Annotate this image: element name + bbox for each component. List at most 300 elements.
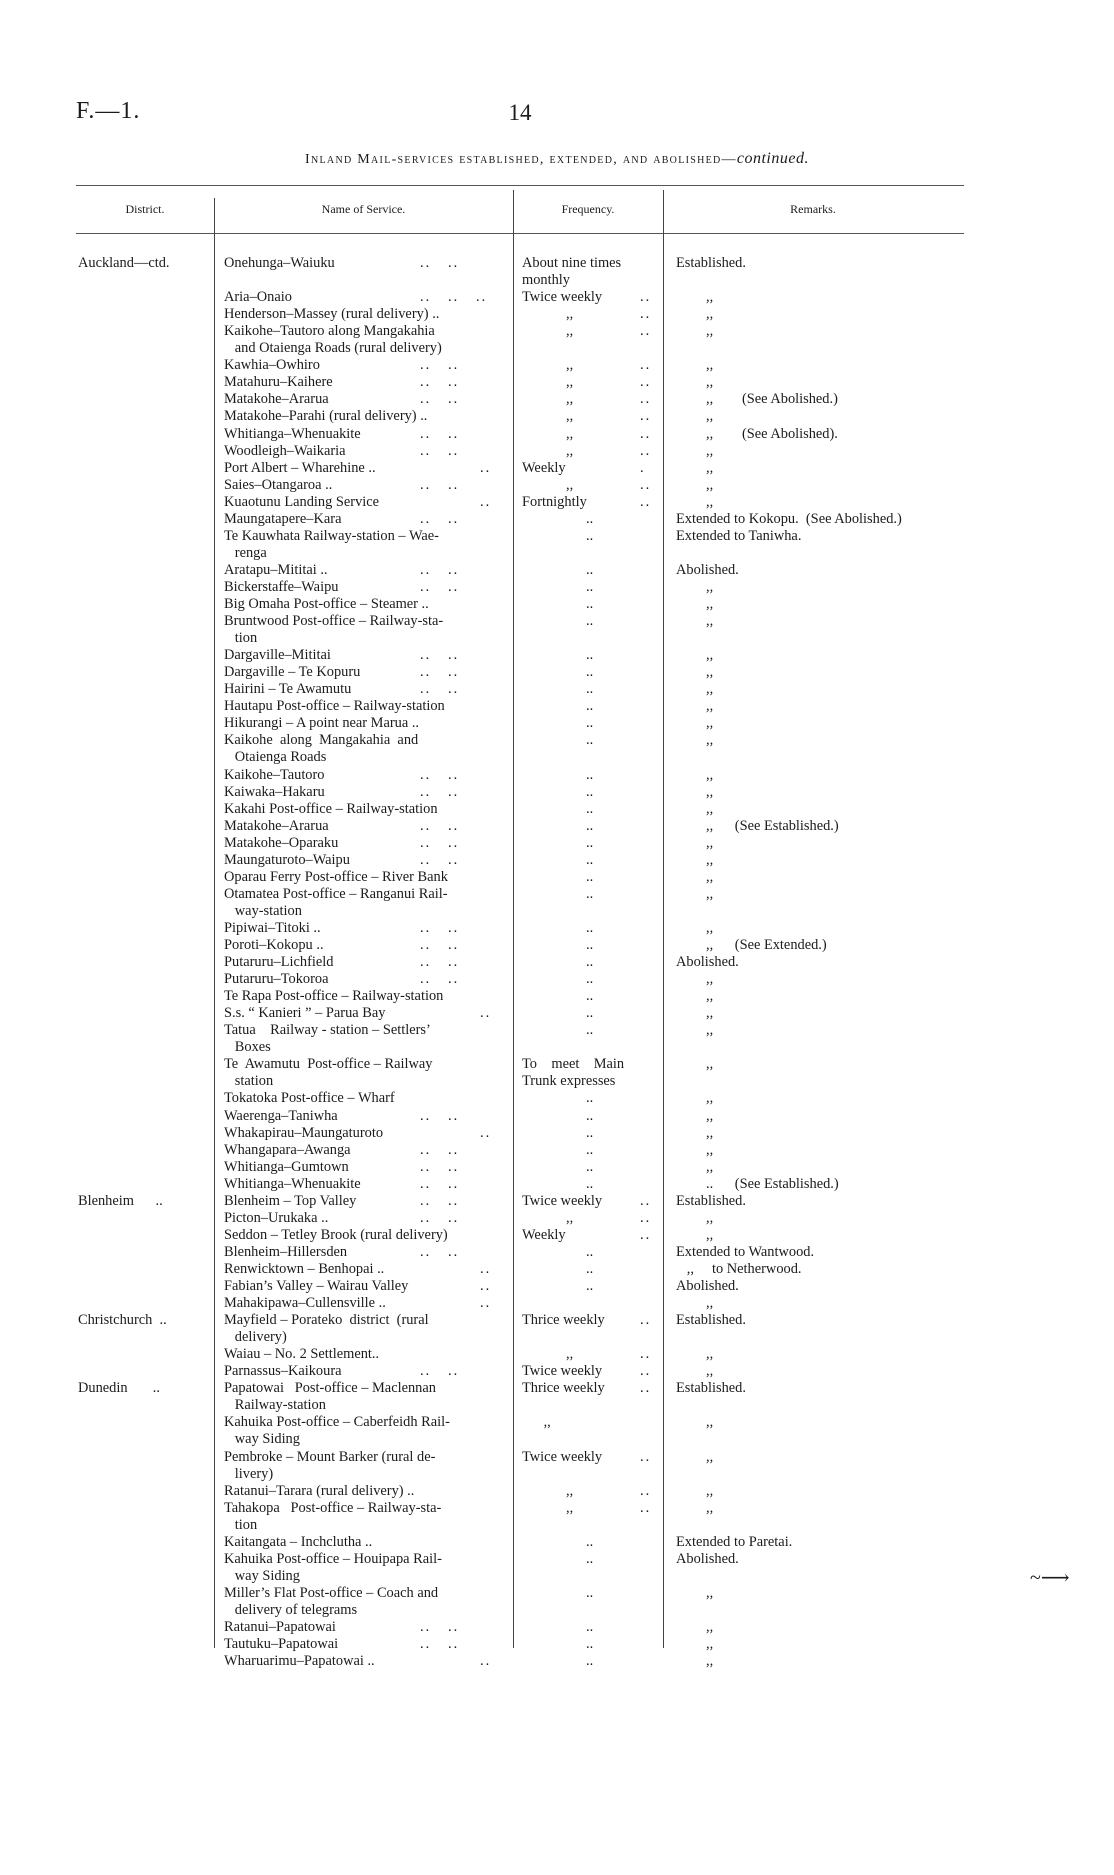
leader-dots: .. xyxy=(640,1482,652,1499)
frequency-cell: .. xyxy=(586,1005,594,1022)
remarks-cell: Established. xyxy=(676,1380,746,1397)
leader-dots: .. .. xyxy=(420,1192,460,1209)
remarks-cell: ,, xyxy=(706,1209,714,1226)
service-name-cell: Dargaville – Te Kopuru xyxy=(224,664,361,681)
frequency-cell: Twice weekly xyxy=(522,1448,603,1465)
service-name-cell: Papatowai Post-office – Maclennan xyxy=(224,1380,436,1397)
frequency-cell: .. xyxy=(586,681,594,698)
service-name-cell: Big Omaha Post-office – Steamer .. xyxy=(224,596,429,612)
leader-dots: .. .. xyxy=(420,510,460,527)
service-name-cell: Kahuika Post-office – Houipapa Rail- xyxy=(224,1550,442,1567)
leader-dots: .. xyxy=(640,442,652,459)
frequency-cell: ,, xyxy=(566,374,574,391)
leader-dots: .. .. xyxy=(420,1175,460,1192)
leader-dots: .. xyxy=(640,493,652,510)
frequency-cell: .. xyxy=(586,1533,594,1550)
remarks-cell: ,, xyxy=(706,1584,714,1601)
service-name-cell: Blenheim – Top Valley xyxy=(224,1192,357,1209)
service-name-cell: Henderson–Massey (rural delivery) .. xyxy=(224,306,440,323)
remarks-cell: ,, xyxy=(706,885,714,902)
service-name-cell: Matakohe–Parahi (rural delivery) .. xyxy=(224,408,428,425)
leader-dots: .. xyxy=(640,476,652,493)
service-name-cell: Otamatea Post-office – Ranganui Rail- xyxy=(224,885,448,902)
frequency-cell: ,, xyxy=(566,1209,574,1226)
service-name-cell: Ratanui–Papatowai xyxy=(224,1619,336,1635)
header-district: District. xyxy=(125,202,165,216)
service-name-cell: Waiau – No. 2 Settlement.. xyxy=(224,1346,380,1363)
leader-dots: .. xyxy=(640,1312,652,1329)
remarks-cell: ,, xyxy=(706,681,714,698)
frequency-cell: .. xyxy=(586,834,594,851)
frequency-cell: Twice weekly xyxy=(522,1363,603,1380)
remarks-cell: ,, (See Abolished). xyxy=(706,425,838,442)
frequency-cell: ,, xyxy=(566,1482,574,1499)
leader-dots: .. .. xyxy=(420,442,460,459)
remarks-cell: ,, xyxy=(706,1141,714,1158)
frequency-cell: About nine times xyxy=(522,255,622,271)
remarks-cell: ,, xyxy=(706,1346,714,1363)
frequency-cell: .. xyxy=(586,1107,594,1124)
service-name-cell: Matakohe–Ararua xyxy=(224,817,329,834)
frequency-cell: Thrice weekly xyxy=(522,1312,605,1329)
service-name-cell: tion xyxy=(224,630,258,647)
remarks-cell: ,, xyxy=(706,1090,714,1107)
frequency-cell: ,, xyxy=(566,442,574,459)
frequency-cell: .. xyxy=(586,783,594,800)
service-name-cell: Picton–Urukaka .. xyxy=(224,1209,329,1226)
remarks-cell: Abolished. xyxy=(676,954,739,971)
leader-dots: .. .. xyxy=(420,681,460,698)
service-name-cell: Hikurangi – A point near Marua .. xyxy=(224,715,420,732)
remarks-cell: ,, xyxy=(706,868,714,885)
remarks-cell: ,, xyxy=(706,1619,714,1635)
frequency-cell: .. xyxy=(586,698,594,715)
frequency-cell: .. xyxy=(586,715,594,732)
remarks-cell: ,, xyxy=(706,408,714,425)
remarks-cell: ,, xyxy=(706,1124,714,1141)
remarks-cell: ,, xyxy=(706,1056,714,1073)
remarks-cell: ,, xyxy=(706,664,714,681)
service-name-cell: Mahakipawa–Cullensville .. xyxy=(224,1295,386,1312)
leader-dots: . xyxy=(640,459,646,476)
frequency-cell: To meet Main xyxy=(522,1056,625,1073)
service-name-cell: delivery of telegrams xyxy=(224,1601,358,1618)
service-name-cell: Whakapirau–Maungaturoto xyxy=(224,1124,384,1141)
service-name-cell: Te Kauwhata Railway-station – Wae- xyxy=(224,527,439,544)
frequency-cell: Trunk expresses xyxy=(522,1073,616,1090)
frequency-cell: .. xyxy=(586,851,594,868)
service-name-cell: Aria–Onaio xyxy=(224,289,292,306)
leader-dots: .. .. xyxy=(420,1619,460,1635)
leader-dots: .. xyxy=(480,1653,492,1670)
remarks-cell: ,, (See Abolished.) xyxy=(706,391,838,408)
remarks-cell: Established. xyxy=(676,1192,746,1209)
remarks-cell: ,, to Netherwood. xyxy=(676,1260,802,1277)
frequency-cell: Weekly xyxy=(522,1226,566,1243)
frequency-cell: .. xyxy=(586,1175,594,1192)
service-name-cell: way Siding xyxy=(224,1567,300,1584)
header-frequency: Frequency. xyxy=(561,202,615,216)
service-name-cell: Matakohe–Oparaku xyxy=(224,834,339,851)
leader-dots: .. .. xyxy=(420,647,460,664)
leader-dots: .. xyxy=(480,1260,492,1277)
leader-dots: .. .. xyxy=(420,1209,460,1226)
service-name-cell: Tokatoka Post-office – Wharf xyxy=(224,1090,395,1107)
service-name-cell: way Siding xyxy=(224,1431,300,1448)
remarks-cell: ,, xyxy=(706,1414,714,1431)
service-name-cell: Railway-station xyxy=(224,1397,326,1414)
frequency-cell: ,, xyxy=(566,425,574,442)
remarks-cell: ,, xyxy=(706,1295,714,1312)
frequency-cell: .. xyxy=(586,817,594,834)
leader-dots: .. .. xyxy=(420,851,460,868)
service-name-cell: Kaikohe along Mangakahia and xyxy=(224,732,419,749)
frequency-cell: .. xyxy=(586,647,594,664)
leader-dots: .. .. xyxy=(420,255,460,271)
frequency-cell: .. xyxy=(586,510,594,527)
remarks-cell: Extended to Kokopu. (See Abolished.) xyxy=(676,510,902,527)
remarks-cell: Extended to Paretai. xyxy=(676,1533,793,1550)
remarks-cell: ,, xyxy=(706,493,714,510)
service-name-cell: Hautapu Post-office – Railway-station xyxy=(224,698,445,715)
leader-dots: .. xyxy=(640,1448,652,1465)
service-name-cell: Tahakopa Post-office – Railway-sta- xyxy=(224,1499,442,1516)
table-top-rule xyxy=(76,185,964,186)
leader-dots: .. xyxy=(480,1005,492,1022)
leader-dots: .. xyxy=(480,1295,492,1312)
frequency-cell: .. xyxy=(586,1653,594,1670)
frequency-cell: .. xyxy=(586,1158,594,1175)
remarks-cell: ,, xyxy=(706,732,714,749)
frequency-cell: .. xyxy=(586,596,594,612)
service-name-cell: Waerenga–Taniwha xyxy=(224,1107,338,1124)
remarks-cell: ,, xyxy=(706,1226,714,1243)
service-name-cell: Mayfield – Porateko district (rural xyxy=(224,1312,429,1329)
remarks-cell: ,, xyxy=(706,476,714,493)
leader-dots: .. xyxy=(640,391,652,408)
service-name-cell: Bickerstaffe–Waipu xyxy=(224,578,339,595)
service-name-cell: Woodleigh–Waikaria xyxy=(224,442,346,459)
remarks-cell: ,, xyxy=(706,289,714,306)
remarks-cell: ,, xyxy=(706,783,714,800)
service-name-cell: Otaienga Roads xyxy=(224,749,327,766)
service-name-cell: Kaikohe–Tautoro xyxy=(224,766,325,783)
leader-dots: .. xyxy=(640,408,652,425)
frequency-cell: .. xyxy=(586,800,594,817)
service-name-cell: Saies–Otangaroa .. xyxy=(224,476,333,493)
leader-dots: .. xyxy=(640,357,652,374)
frequency-cell: Fortnightly xyxy=(522,493,587,510)
service-name-cell: Ratanui–Tarara (rural delivery) .. xyxy=(224,1482,415,1499)
page-number: 14 xyxy=(508,100,532,125)
service-name-cell: Putaruru–Tokoroa xyxy=(224,971,329,988)
remarks-cell: ,, xyxy=(706,613,714,630)
service-name-cell: Boxes xyxy=(224,1039,271,1056)
service-name-cell: Tautuku–Papatowai xyxy=(224,1636,339,1653)
frequency-cell: .. xyxy=(586,1022,594,1039)
leader-dots: .. .. .. xyxy=(420,289,488,306)
frequency-cell: .. xyxy=(586,868,594,885)
remarks-cell: ,, xyxy=(706,1158,714,1175)
frequency-cell: .. xyxy=(586,937,594,953)
leader-dots: .. .. xyxy=(420,937,460,953)
service-name-cell: Oparau Ferry Post-office – River Bank xyxy=(224,868,448,885)
remarks-cell: ,, (See Extended.) xyxy=(706,937,827,953)
leader-dots: .. .. xyxy=(420,954,460,971)
leader-dots: .. .. xyxy=(420,1636,460,1653)
frequency-cell: .. xyxy=(586,1584,594,1601)
service-name-cell: Dargaville–Mititai xyxy=(224,647,331,664)
title-continued: continued. xyxy=(736,150,809,167)
remarks-cell: Established. xyxy=(676,255,746,271)
remarks-cell: Abolished. xyxy=(676,561,739,578)
service-name-cell: Kaitangata – Inchclutha .. xyxy=(224,1533,373,1550)
remarks-cell: ,, xyxy=(706,800,714,817)
frequency-cell: .. xyxy=(586,1278,594,1294)
leader-dots: .. .. xyxy=(420,664,460,681)
frequency-cell: .. xyxy=(586,1141,594,1158)
remarks-cell: ,, xyxy=(706,1636,714,1653)
frequency-cell: ,, xyxy=(566,357,574,374)
leader-dots: .. xyxy=(640,1192,652,1209)
frequency-cell: Thrice weekly xyxy=(522,1380,605,1397)
remarks-cell: ,, xyxy=(706,647,714,664)
remarks-cell: ,, xyxy=(706,766,714,783)
remarks-cell: Abolished. xyxy=(676,1278,739,1294)
leader-dots: .. xyxy=(480,493,492,510)
remarks-cell: ,, xyxy=(706,1005,714,1022)
frequency-cell: .. xyxy=(586,1619,594,1635)
remarks-cell: ,, xyxy=(706,596,714,612)
service-name-cell: renga xyxy=(224,544,267,561)
frequency-cell: .. xyxy=(586,613,594,630)
remarks-cell: .. (See Established.) xyxy=(706,1175,839,1192)
frequency-cell: Twice weekly xyxy=(522,289,603,306)
remarks-cell: ,, xyxy=(706,1482,714,1499)
decorative-mark: ~⟶ xyxy=(1030,1567,1070,1589)
service-name-cell: Whangapara–Awanga xyxy=(224,1141,351,1158)
remarks-cell: ,, (See Established.) xyxy=(706,817,839,834)
leader-dots: .. .. xyxy=(420,783,460,800)
leader-dots: .. .. xyxy=(420,425,460,442)
page-title xyxy=(0,150,1114,168)
service-name-cell: Parnassus–Kaikoura xyxy=(224,1363,342,1380)
frequency-cell: .. xyxy=(586,1090,594,1107)
column-divider-frequency xyxy=(513,190,514,1648)
leader-dots: .. xyxy=(640,425,652,442)
frequency-cell: ,, xyxy=(566,323,574,340)
remarks-cell: ,, xyxy=(706,988,714,1005)
remarks-cell: Extended to Taniwha. xyxy=(676,527,802,544)
frequency-cell: Twice weekly xyxy=(522,1192,603,1209)
remarks-cell: Extended to Wantwood. xyxy=(676,1243,815,1260)
frequency-cell: monthly xyxy=(522,272,570,289)
leader-dots: .. .. xyxy=(420,561,460,578)
leader-dots: .. .. xyxy=(420,1141,460,1158)
service-name-cell: station xyxy=(224,1073,274,1090)
frequency-cell: .. xyxy=(586,1260,594,1277)
leader-dots: .. .. xyxy=(420,971,460,988)
service-name-cell: Renwicktown – Benhopai .. xyxy=(224,1260,385,1277)
frequency-cell: .. xyxy=(586,732,594,749)
frequency-cell: ,, xyxy=(566,476,574,493)
remarks-cell: ,, xyxy=(706,834,714,851)
remarks-cell: ,, xyxy=(706,919,714,936)
remarks-cell: ,, xyxy=(706,357,714,374)
title-main: Inland Mail-services established, extended, and abolished— xyxy=(305,152,737,167)
frequency-cell: .. xyxy=(586,988,594,1005)
frequency-cell: .. xyxy=(586,954,594,971)
leader-dots: .. xyxy=(640,1226,652,1243)
service-name-cell: Whitianga–Whenuakite xyxy=(224,1175,361,1192)
remarks-cell: ,, xyxy=(706,1107,714,1124)
leader-dots: .. xyxy=(640,1346,652,1363)
column-divider-name xyxy=(214,198,215,1648)
service-name-cell: Whitianga–Whenuakite xyxy=(224,425,361,442)
frequency-cell: Weekly xyxy=(522,459,566,476)
service-name-cell: Kakahi Post-office – Railway-station xyxy=(224,800,438,817)
leader-dots: .. .. xyxy=(420,1107,460,1124)
leader-dots: .. xyxy=(480,459,492,476)
leader-dots: .. .. xyxy=(420,1243,460,1260)
frequency-cell: ,, xyxy=(566,1499,574,1516)
service-name-cell: Kuaotunu Landing Service xyxy=(224,493,380,510)
frequency-cell: .. xyxy=(586,971,594,988)
leader-dots: .. .. xyxy=(420,578,460,595)
frequency-cell: .. xyxy=(586,1550,594,1567)
leader-dots: .. xyxy=(640,1499,652,1516)
service-name-cell: Kaiwaka–Hakaru xyxy=(224,783,325,800)
frequency-cell: ,, xyxy=(566,391,574,408)
remarks-cell: ,, xyxy=(706,442,714,459)
frequency-cell: ,, xyxy=(522,1414,551,1431)
service-name-cell: Poroti–Kokopu .. xyxy=(224,937,324,953)
frequency-cell: ,, xyxy=(566,306,574,323)
service-name-cell: way-station xyxy=(224,902,302,919)
district-cell: Dunedin .. xyxy=(78,1380,160,1397)
service-name-cell: Whitianga–Gumtown xyxy=(224,1158,349,1175)
frequency-cell: ,, xyxy=(566,1346,574,1363)
leader-dots: .. xyxy=(480,1124,492,1141)
header-remarks: Remarks. xyxy=(790,202,836,216)
service-name-cell: Blenheim–Hillersden xyxy=(224,1243,348,1260)
service-name-cell: livery) xyxy=(224,1465,274,1482)
leader-dots: .. xyxy=(640,289,652,306)
service-name-cell: Kaikohe–Tautoro along Mangakahia xyxy=(224,323,435,340)
leader-dots: .. .. xyxy=(420,374,460,391)
leader-dots: .. .. xyxy=(420,476,460,493)
service-name-cell: Aratapu–Mititai .. xyxy=(224,561,328,578)
leader-dots: .. xyxy=(640,306,652,323)
service-name-cell: Te Awamutu Post-office – Railway xyxy=(224,1056,433,1073)
frequency-cell: .. xyxy=(586,766,594,783)
service-name-cell: and Otaienga Roads (rural delivery) xyxy=(224,340,442,357)
service-name-cell: Kawhia–Owhiro xyxy=(224,357,320,374)
frequency-cell: .. xyxy=(586,1243,594,1260)
leader-dots: .. .. xyxy=(420,357,460,374)
remarks-cell: ,, xyxy=(706,1499,714,1516)
frequency-cell: .. xyxy=(586,1636,594,1653)
service-name-cell: Fabian’s Valley – Wairau Valley xyxy=(224,1278,409,1294)
service-name-cell: Matakohe–Ararua xyxy=(224,391,329,408)
remarks-cell: ,, xyxy=(706,1448,714,1465)
frequency-cell: .. xyxy=(586,664,594,681)
service-name-cell: tion xyxy=(224,1516,258,1533)
frequency-cell: ,, xyxy=(566,408,574,425)
leader-dots: .. xyxy=(640,323,652,340)
leader-dots: .. .. xyxy=(420,834,460,851)
service-name-cell: Wharuarimu–Papatowai .. xyxy=(224,1653,375,1670)
service-name-cell: Pipiwai–Titoki .. xyxy=(224,919,321,936)
frequency-cell: .. xyxy=(586,527,594,544)
remarks-cell: ,, xyxy=(706,578,714,595)
frequency-cell: .. xyxy=(586,919,594,936)
remarks-cell: ,, xyxy=(706,1653,714,1670)
service-name-cell: Hairini – Te Awamutu xyxy=(224,681,352,698)
service-name-cell: Onehunga–Waiuku xyxy=(224,255,335,271)
leader-dots: .. xyxy=(640,374,652,391)
service-name-cell: Pembroke – Mount Barker (rural de- xyxy=(224,1448,436,1465)
header-name: Name of Service. xyxy=(321,202,406,216)
leader-dots: .. .. xyxy=(420,766,460,783)
remarks-cell: ,, xyxy=(706,715,714,732)
district-cell: Auckland—ctd. xyxy=(78,255,170,271)
service-name-cell: Bruntwood Post-office – Railway-sta- xyxy=(224,613,444,630)
remarks-cell: ,, xyxy=(706,306,714,323)
remarks-cell: ,, xyxy=(706,851,714,868)
table-header-rule xyxy=(76,233,964,234)
remarks-cell: Established. xyxy=(676,1312,746,1329)
remarks-cell: ,, xyxy=(706,1363,714,1380)
remarks-cell: ,, xyxy=(706,698,714,715)
remarks-cell: ,, xyxy=(706,323,714,340)
service-name-cell: Maungatapere–Kara xyxy=(224,510,342,527)
remarks-cell: ,, xyxy=(706,1022,714,1039)
service-name-cell: S.s. “ Kanieri ” – Parua Bay xyxy=(224,1005,386,1022)
remarks-cell: ,, xyxy=(706,374,714,391)
service-name-cell: Tatua Railway - station – Settlers’ xyxy=(224,1022,431,1039)
service-name-cell: Kahuika Post-office – Caberfeidh Rail- xyxy=(224,1414,450,1431)
frequency-cell: .. xyxy=(586,561,594,578)
district-cell: Blenheim .. xyxy=(78,1192,163,1209)
leader-dots: .. .. xyxy=(420,1363,460,1380)
remarks-cell: ,, xyxy=(706,459,714,476)
service-name-cell: delivery) xyxy=(224,1329,287,1346)
document-code: F.—1. xyxy=(76,98,141,124)
service-name-cell: Port Albert – Wharehine .. xyxy=(224,459,376,476)
leader-dots: .. .. xyxy=(420,391,460,408)
leader-dots: .. .. xyxy=(420,817,460,834)
leader-dots: .. xyxy=(640,1363,652,1380)
remarks-cell: ,, xyxy=(706,971,714,988)
service-name-cell: Te Rapa Post-office – Railway-station xyxy=(224,988,444,1005)
leader-dots: .. xyxy=(640,1209,652,1226)
remarks-cell: Abolished. xyxy=(676,1550,739,1567)
service-name-cell: Maungaturoto–Waipu xyxy=(224,851,350,868)
district-cell: Christchurch .. xyxy=(78,1312,167,1329)
service-name-cell: Miller’s Flat Post-office – Coach and xyxy=(224,1584,439,1601)
frequency-cell: .. xyxy=(586,1124,594,1141)
leader-dots: .. .. xyxy=(420,1158,460,1175)
leader-dots: .. .. xyxy=(420,919,460,936)
leader-dots: .. xyxy=(640,1380,652,1397)
frequency-cell: .. xyxy=(586,885,594,902)
service-name-cell: Putaruru–Lichfield xyxy=(224,954,334,971)
leader-dots: .. xyxy=(480,1278,492,1294)
service-name-cell: Seddon – Tetley Brook (rural delivery) xyxy=(224,1226,448,1243)
service-name-cell: Matahuru–Kaihere xyxy=(224,374,333,391)
frequency-cell: .. xyxy=(586,578,594,595)
